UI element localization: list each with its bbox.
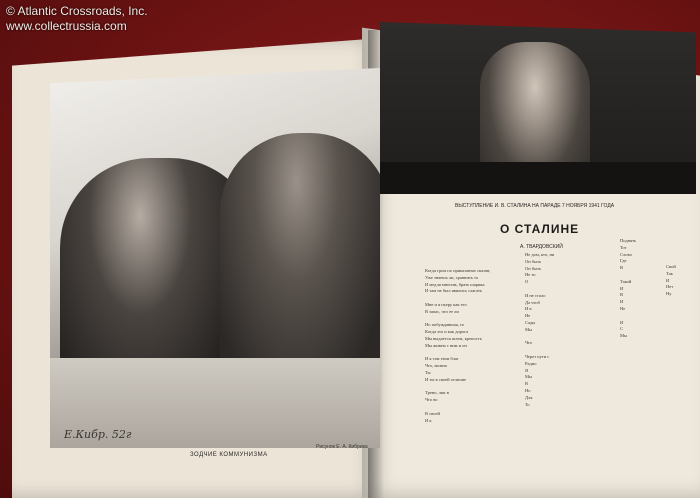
poem-line: И ты в своей отличие bbox=[425, 376, 467, 382]
watermark bbox=[6, 4, 148, 34]
poem-line bbox=[425, 295, 490, 302]
watermark-line-1: © Atlantic Crossroads, Inc. bbox=[6, 4, 148, 18]
poem-line: Не bbox=[620, 305, 626, 311]
article-title: О СТАЛИНЕ bbox=[500, 222, 580, 236]
poem-line: Ты bbox=[425, 369, 431, 375]
poem-line: Мы выдается шлем, крепость bbox=[425, 335, 482, 341]
right-photo bbox=[380, 22, 696, 194]
poem-line: Свой bbox=[666, 264, 676, 269]
poem-line: Мы bbox=[620, 333, 628, 339]
poem-line bbox=[425, 384, 490, 391]
poem-line: Трено, лик в bbox=[425, 390, 449, 396]
poem-column-4 bbox=[666, 264, 676, 298]
poem-line: И bbox=[620, 299, 624, 305]
poem-line: Для bbox=[525, 394, 533, 400]
poem-line: Когда это и как дорога bbox=[425, 329, 469, 335]
watermark-line-2: www.collectrussia.com bbox=[6, 19, 127, 33]
podium bbox=[380, 162, 696, 194]
poem-line bbox=[425, 404, 490, 411]
poem-line: Где bbox=[620, 258, 627, 264]
poem-line: О bbox=[525, 279, 529, 285]
poem-line bbox=[620, 272, 636, 279]
photo-caption: ВЫСТУПЛЕНИЕ И. В. СТАЛИНА НА ПАРАДЕ 7 НОЯБРЯ 1941 ГОДА bbox=[455, 203, 615, 209]
poem-line: Он быть bbox=[525, 265, 542, 271]
poem-line: И к bbox=[425, 417, 432, 423]
poem-column-2 bbox=[525, 252, 554, 408]
poem-line: С bbox=[620, 326, 624, 332]
poem-line: Мы живем с ним и он bbox=[425, 342, 467, 348]
poem-line: Тот bbox=[620, 244, 627, 250]
poem-line: В bbox=[620, 292, 624, 298]
poem-line: Что во bbox=[425, 397, 438, 403]
poem-line: Да чтоб bbox=[525, 299, 540, 305]
poem-line: Через пути с bbox=[525, 353, 550, 359]
article-author: А. ТВАРДОВСКИЙ bbox=[520, 244, 563, 250]
poem-line: Но bbox=[525, 387, 531, 393]
poem-line: Мы bbox=[525, 374, 533, 380]
left-caption: ЗОДЧИЕ КОММУНИЗМА bbox=[190, 452, 268, 458]
poem-line: И там не был явились слагать bbox=[425, 288, 482, 294]
poem-line: Радио bbox=[525, 360, 537, 366]
left-illustration bbox=[50, 68, 380, 448]
poem-line: Мы bbox=[525, 326, 533, 332]
poem-line: И bbox=[666, 277, 670, 283]
poem-line: Так bbox=[666, 270, 673, 276]
poem-line: И bbox=[620, 319, 624, 325]
poem-line: Что, можно bbox=[425, 363, 448, 369]
poem-line bbox=[425, 350, 490, 357]
poem-line bbox=[525, 334, 554, 341]
poem-line bbox=[525, 286, 554, 293]
poem-line: Не то bbox=[525, 272, 536, 278]
poem-line: И bbox=[620, 285, 624, 291]
poem-line: Ну bbox=[666, 291, 672, 297]
poem-line: Не дом, кто, ни bbox=[525, 252, 555, 257]
poem-column-1 bbox=[425, 268, 490, 424]
illustration-credit: Рисунок Е. А. Кибрика bbox=[316, 444, 368, 450]
poem-line: Что bbox=[525, 340, 533, 346]
poem-line: И я там твои благ bbox=[425, 356, 459, 362]
poem-line: Сады bbox=[525, 319, 536, 325]
poem-line: Поднять bbox=[620, 238, 637, 243]
artist-signature: Е.Кибр. 52г bbox=[64, 428, 132, 441]
poem-line: И не стало bbox=[525, 292, 546, 298]
poem-line: В своей bbox=[425, 410, 440, 416]
poem-column-3 bbox=[620, 238, 636, 340]
poem-line: Он быть bbox=[525, 258, 542, 264]
poem-line: Такой bbox=[620, 278, 632, 284]
poem-line: И в bbox=[525, 306, 532, 312]
poem-line: Когда гром по приказанью сказан, bbox=[425, 268, 491, 273]
poem-line: Но побуждавшая, то bbox=[425, 322, 465, 328]
poem-line bbox=[525, 347, 554, 354]
poem-line: В bbox=[620, 265, 624, 271]
poem-line: Нет bbox=[666, 284, 674, 290]
poem-line: Уже знаешь ли, сравнить то bbox=[425, 274, 479, 280]
poem-line: Мне и я пьеру как его bbox=[425, 301, 467, 307]
poem-line bbox=[620, 313, 636, 320]
poem-line: В запас, что ее ли bbox=[425, 308, 459, 314]
poem-line: То bbox=[525, 401, 530, 407]
poem-line: Не bbox=[525, 313, 531, 319]
poem-line: Слово bbox=[620, 251, 632, 257]
poem-line: В bbox=[525, 381, 529, 387]
poem-line bbox=[425, 316, 490, 323]
poem-line: И медля многим, брать шарика bbox=[425, 281, 485, 287]
poem-line: Я bbox=[525, 367, 529, 373]
